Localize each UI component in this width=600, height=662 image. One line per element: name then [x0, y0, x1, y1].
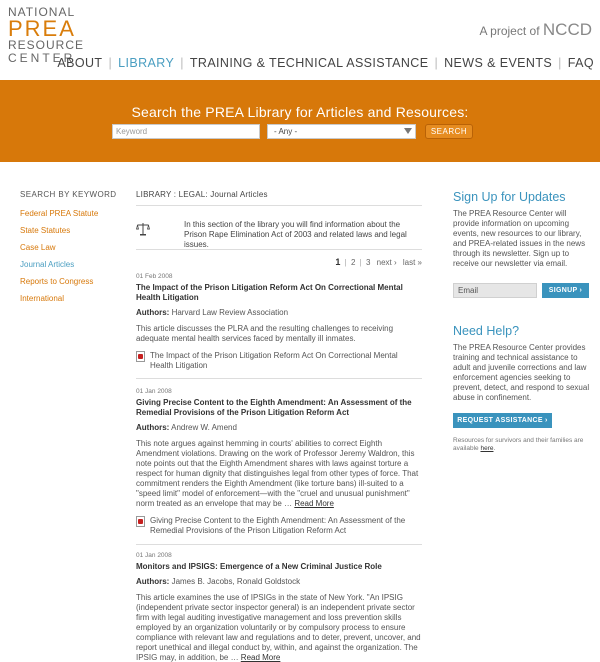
article-item: [136, 552, 422, 662]
page-1: 1: [335, 257, 341, 267]
help-title: Need Help?: [453, 324, 520, 338]
project-prefix: A project of: [479, 24, 540, 38]
authors-value: Andrew W. Amend: [171, 423, 237, 432]
article-authors: [136, 577, 422, 586]
divider: [136, 205, 422, 206]
help-text: The PREA Resource Center provides training and technical assistance to adult and juvenile corrections and law enforcement agencies seeking to prevent, detect, and respond to sexual abuse in confinement.: [453, 343, 590, 402]
site-header: [0, 0, 600, 80]
logo-line-prea: PREA: [8, 16, 76, 41]
survivor-resources-end: .: [493, 445, 496, 452]
page-3-link[interactable]: 3: [365, 258, 371, 267]
nav-separator: |: [434, 56, 439, 70]
page-separator: |: [359, 258, 362, 267]
next-page-link[interactable]: next ›: [376, 258, 397, 267]
main-nav: [51, 55, 600, 71]
need-help-section: [453, 324, 593, 453]
page-separator: |: [344, 258, 347, 267]
article-summary: [136, 593, 422, 662]
article-item: [136, 388, 422, 536]
article-summary-text: This article examines the use of IPSIGs in the state of New York. "An IPSIG (independent private sector inspector general) is an independent private sector firm with legal auditing investigative management and loss prevention skills employed by an organization voluntarily or by compulsory process to ensure compliance with relevant law and regulations and to deter, prevent, uncover, and report unethical and illegal conduct by, within, and against the organization. The IPSIG may, in addition, be …: [136, 593, 421, 662]
article-pdf-link[interactable]: [136, 351, 422, 371]
survivor-resources-link[interactable]: here: [480, 445, 494, 452]
signup-title: Sign Up for Updates: [453, 190, 566, 204]
authors-value: James B. Jacobs, Ronald Goldstock: [171, 577, 301, 586]
article-summary-text: This note argues against hemming in courts' abilities to correct Eighth Amendment violations. Drawing on the work of Professor Jeremy Waldron, this note points out that the Eighth Amendment shares with laws against torture a respect for human dignity that distinguishes legal from other types of force. That commitment renders the Eighth Amendment (like torture bans) ill-suited to a "speed limit" model of enforcement—with the "cruel and unusual punishment" norm treated as an envelope that may be …: [136, 439, 419, 508]
signup-text: The PREA Resource Center will provide information on upcoming events, new resources to our library, and PREA-related issues in the news through its newsletter. Sign up to receive our newsletter via email.: [453, 209, 586, 268]
sidebar-item-journal-articles[interactable]: Journal Articles: [20, 260, 75, 269]
logo-line-national: NATIONAL: [8, 5, 76, 19]
divider: [136, 378, 422, 379]
main-content: [136, 190, 422, 256]
article-summary-text: This article discusses the PLRA and the resulting challenges to receiving adequate mental health services faced by mentally ill inmates.: [136, 324, 394, 343]
article-date: 01 Feb 2008: [136, 273, 173, 280]
article-pdf-link[interactable]: [136, 516, 422, 536]
authors-value: Harvard Law Review Association: [171, 308, 289, 317]
chevron-down-icon: [404, 128, 412, 134]
pdf-icon: [136, 351, 145, 362]
category-select[interactable]: [267, 124, 416, 139]
page-2-link[interactable]: 2: [350, 258, 356, 267]
nccd-logo-text: NCCD: [542, 20, 592, 39]
request-assistance-button[interactable]: REQUEST ASSISTANCE ›: [453, 413, 552, 428]
divider: [136, 544, 422, 545]
keyword-input[interactable]: Keyword: [112, 124, 260, 139]
article-title[interactable]: Monitors and IPSIGS: Emergence of a New Criminal Justice Role: [136, 562, 382, 571]
article-date: 01 Jan 2008: [136, 388, 172, 395]
sidebar-item-state-statutes[interactable]: State Statutes: [20, 226, 71, 235]
pdf-link-text[interactable]: The Impact of the Prison Litigation Reform Act On Correctional Mental Health Litigation: [150, 351, 398, 370]
nav-separator: |: [108, 56, 113, 70]
pdf-link-text[interactable]: Giving Precise Content to the Eighth Amendment: An Assessment of the Remedial Provisions of the Prison Litigation Reform Act: [150, 516, 406, 535]
survivor-resources-text: Resources for survivors and their families are available: [453, 437, 584, 452]
keyword-sidebar: [20, 190, 120, 311]
read-more-link[interactable]: Read More: [240, 653, 281, 662]
logo-line-resource: RESOURCE: [8, 38, 85, 52]
email-field[interactable]: Email: [453, 283, 537, 298]
search-heading: Search the PREA Library for Articles and Resources:: [131, 104, 469, 120]
nav-about[interactable]: ABOUT: [57, 56, 103, 70]
intro-text: In this section of the library you will find information about the Prison Rape Elimination Act of 2003 and related laws and legal issues.: [184, 220, 407, 249]
article-authors: [136, 423, 422, 432]
sidebar-heading: SEARCH BY KEYWORD: [20, 190, 117, 199]
search-button[interactable]: SEARCH: [425, 124, 473, 139]
article-date: 01 Jan 2008: [136, 552, 172, 559]
survivor-resources-note: [453, 437, 593, 453]
last-page-link[interactable]: last »: [402, 258, 422, 267]
pagination: [136, 257, 422, 267]
nav-separator: |: [180, 56, 184, 70]
nav-news-events[interactable]: NEWS & EVENTS: [444, 56, 553, 70]
newsletter-form: [453, 283, 593, 299]
signup-button[interactable]: SIGNUP ›: [542, 283, 589, 298]
sidebar-item-international[interactable]: International: [20, 294, 65, 303]
divider: [136, 249, 422, 250]
article-title[interactable]: The Impact of the Prison Litigation Reform Act On Correctional Mental Health Litigation: [136, 283, 403, 302]
pdf-icon: [136, 516, 145, 527]
nav-library[interactable]: LIBRARY: [118, 56, 175, 70]
scales-of-justice-icon: [136, 222, 150, 236]
sidebar-item-reports-to-congress[interactable]: Reports to Congress: [20, 277, 94, 286]
section-intro: [136, 220, 422, 256]
sidebar-item-case-law[interactable]: Case Law: [20, 243, 56, 252]
library-search-band: [0, 80, 600, 162]
nav-separator: |: [558, 56, 562, 70]
nav-training[interactable]: TRAINING & TECHNICAL ASSISTANCE: [189, 56, 429, 70]
article-summary: [136, 324, 422, 344]
article-summary: [136, 439, 422, 509]
article-item: [136, 273, 422, 371]
breadcrumb: LIBRARY : LEGAL: Journal Articles: [136, 190, 268, 199]
project-of-nccd[interactable]: [480, 20, 593, 40]
authors-label: Authors:: [136, 423, 170, 432]
read-more-link[interactable]: Read More: [294, 499, 334, 508]
category-select-value: - Any -: [274, 127, 298, 136]
right-sidebar: [453, 190, 593, 453]
nav-faq[interactable]: FAQ: [567, 56, 594, 70]
authors-label: Authors:: [136, 308, 170, 317]
logo-line-center: CENTER: [8, 51, 76, 65]
article-authors: [136, 308, 422, 317]
authors-label: Authors:: [136, 577, 170, 586]
sidebar-item-federal-prea-statute[interactable]: Federal PREA Statute: [20, 209, 99, 218]
article-title[interactable]: Giving Precise Content to the Eighth Amendment: An Assessment of the Remedial Provisions of the Prison Litigation Reform Act: [136, 398, 412, 417]
